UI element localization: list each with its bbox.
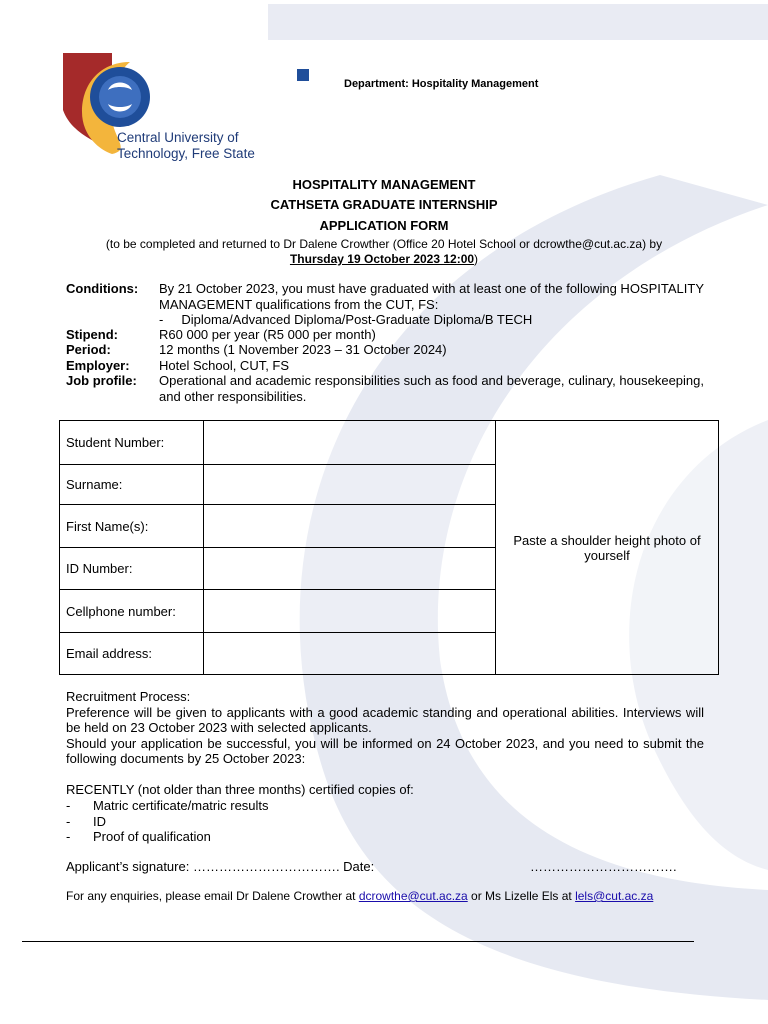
student-number-field[interactable] [204, 421, 496, 465]
logo-line-1: Central University of [117, 130, 239, 145]
recruitment-paragraph-1: Preference will be given to applicants with a good academic standing and operational abilities. Interviews will be held on 23 October 2023 with selected applicants. [66, 704, 704, 735]
department-heading: Department: Hospitality Management [344, 78, 539, 90]
period-value: 12 months (1 November 2023 – 31 October 2024) [159, 342, 447, 357]
qualification-item: - Diploma/Advanced Diploma/Post-Graduate Diploma/B TECH [159, 312, 533, 327]
list-item: - Matric certificate/matric results [66, 798, 269, 813]
employer-label: Employer: [66, 358, 130, 373]
signature-line[interactable]: Applicant’s signature: ……………………………. Date: [66, 859, 375, 874]
email-field[interactable] [204, 633, 496, 675]
photo-box[interactable] [496, 421, 719, 675]
photo-instructions: Paste a shoulder height photo of yourself [513, 532, 701, 563]
recruitment-section [66, 689, 704, 767]
documents-intro: RECENTLY (not older than three months) certified copies of: [66, 782, 414, 797]
logo-line-2: Technology, Free State [117, 146, 255, 161]
job-profile-value: Operational and academic responsibilities such as food and beverage, culinary, housekeeping, and other responsibilities. [159, 373, 704, 404]
id-number-field[interactable] [204, 548, 496, 590]
cellphone-field[interactable] [204, 590, 496, 633]
email-label: Email address: [60, 633, 204, 675]
list-item: - ID [66, 813, 106, 829]
footer-divider [22, 941, 694, 942]
email-link-crowther[interactable]: dcrowthe@cut.ac.za [358, 889, 468, 903]
first-names-label: First Name(s): [60, 505, 204, 548]
instructions-line: (to be completed and returned to Dr Dalene Crowther (Office 20 Hotel School or dcrowthe@cut.ac.za) by [105, 237, 663, 251]
department-marker [297, 69, 309, 81]
cellphone-label: Cellphone number: [60, 590, 204, 633]
title-line-2: CATHSETA GRADUATE INTERNSHIP [270, 197, 498, 212]
title-line-1: HOSPITALITY MANAGEMENT [292, 177, 476, 192]
surname-label: Surname: [60, 465, 204, 505]
enquiry-mid: or Ms Lizelle Els at [467, 889, 576, 903]
student-number-label: Student Number: [60, 421, 204, 465]
job-profile-label: Job profile: [66, 373, 137, 388]
applicant-details-table [59, 420, 719, 675]
instructions-close: ) [474, 252, 479, 266]
id-number-label: ID Number: [60, 548, 204, 590]
recruitment-heading: Recruitment Process: [66, 689, 191, 704]
list-item: - Proof of qualification [66, 829, 211, 844]
email-link-els[interactable]: lels@cut.ac.za [575, 889, 654, 903]
conditions-label: Conditions: [66, 281, 139, 296]
logo-wordmark [117, 130, 255, 162]
enquiry-line [66, 889, 653, 903]
surname-field[interactable] [204, 465, 496, 505]
title-line-3: APPLICATION FORM [319, 218, 449, 233]
instructions-deadline-line [0, 252, 768, 267]
recruitment-paragraph-2: Should your application be successful, you will be informed on 24 October 2023, and you need to submit the following documents by 25 October 2023: [66, 735, 704, 766]
stipend-label: Stipend: [66, 327, 118, 342]
first-names-field[interactable] [204, 505, 496, 548]
instructions [0, 237, 768, 267]
stipend-value: R60 000 per year (R5 000 per month) [159, 327, 376, 342]
enquiry-prefix: For any enquiries, please email Dr Dalene Crowther at [66, 889, 359, 903]
conditions-text: By 21 October 2023, you must have graduated with at least one of the following HOSPITALITY MANAGEMENT qualifications from the CUT, FS: [159, 281, 704, 312]
date-line[interactable]: ……………………………. [530, 859, 677, 874]
deadline: Thursday 19 October 2023 12:00 [289, 252, 475, 266]
employer-value: Hotel School, CUT, FS [159, 358, 290, 373]
documents-list [66, 798, 269, 845]
period-label: Period: [66, 342, 111, 357]
